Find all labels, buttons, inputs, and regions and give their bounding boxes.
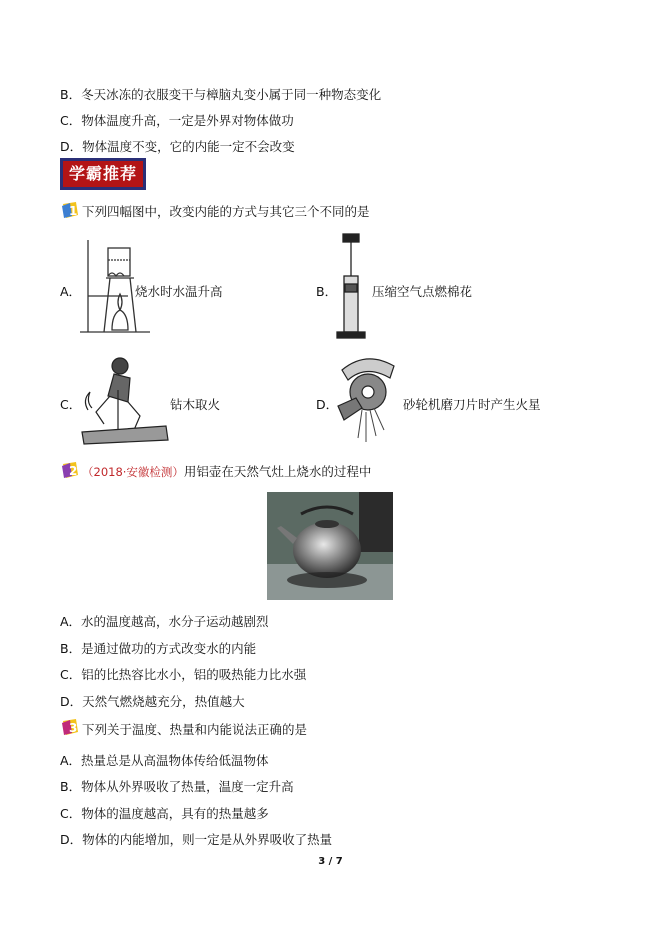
q1-option-a-caption: 烧水时水温升高: [135, 284, 223, 299]
q2-stem-line: [82, 462, 371, 480]
prev-option-b: B．冬天冰冻的衣服变干与樟脑丸变小属于同一种物态变化: [60, 87, 382, 102]
question-number-1-icon: [60, 200, 80, 220]
q3-option-c: C．物体的温度越高，具有的热量越多: [60, 806, 269, 821]
q1-option-b-caption: 压缩空气点燃棉花: [372, 284, 473, 299]
q2-option-a: A．水的温度越高，水分子运动越剧烈: [60, 614, 269, 629]
q1-option-b-label: B．: [316, 284, 338, 299]
q1-option-c-label: C．: [60, 397, 82, 412]
q2-option-c: C．铝的比热容比水小，铝的吸热能力比水强: [60, 667, 307, 682]
q1-option-c-caption: 钻木取火: [170, 397, 221, 412]
recommend-banner: 学霸推荐: [60, 158, 146, 190]
air-compression-illustration: [334, 232, 368, 340]
q1-option-d-caption: 砂轮机磨刀片时产生火星: [403, 397, 541, 412]
question-number-3: 3: [69, 721, 78, 735]
q3-option-a: A．热量总是从高温物体传给低温物体: [60, 753, 269, 768]
q1-option-a-label: A．: [60, 284, 82, 299]
q1-stem: 下列四幅图中，改变内能的方式与其它三个不同的是: [82, 204, 370, 219]
question-number-2-icon: [60, 460, 80, 480]
q2-source: （2018·安徽检测）: [82, 465, 184, 479]
q3-stem: 下列关于温度、热量和内能说法正确的是: [82, 722, 308, 737]
question-number-2: 2: [69, 464, 78, 478]
prev-option-d: D．物体温度不变，它的内能一定不会改变: [60, 139, 295, 154]
drilling-wood-fire-illustration: [78, 350, 170, 446]
prev-option-c: C．物体温度升高，一定是外界对物体做功: [60, 113, 294, 128]
q2-option-d: D．天然气燃烧越充分，热值越大: [60, 694, 245, 709]
q3-option-d: D．物体的内能增加，则一定是从外界吸收了热量: [60, 832, 333, 847]
q2-option-b: B．是通过做功的方式改变水的内能: [60, 641, 257, 656]
q1-option-d-label: D．: [316, 397, 339, 412]
page-number: 3 / 7: [318, 856, 343, 867]
question-number-3-icon: [60, 717, 80, 737]
grinding-wheel-illustration: [332, 350, 402, 446]
kettle-on-stove-photo: [267, 492, 393, 600]
q2-stem: 用铝壶在天然气灶上烧水的过程中: [183, 464, 372, 479]
q3-option-b: B．物体从外界吸收了热量，温度一定升高: [60, 779, 294, 794]
question-number-1: 1: [69, 204, 78, 218]
